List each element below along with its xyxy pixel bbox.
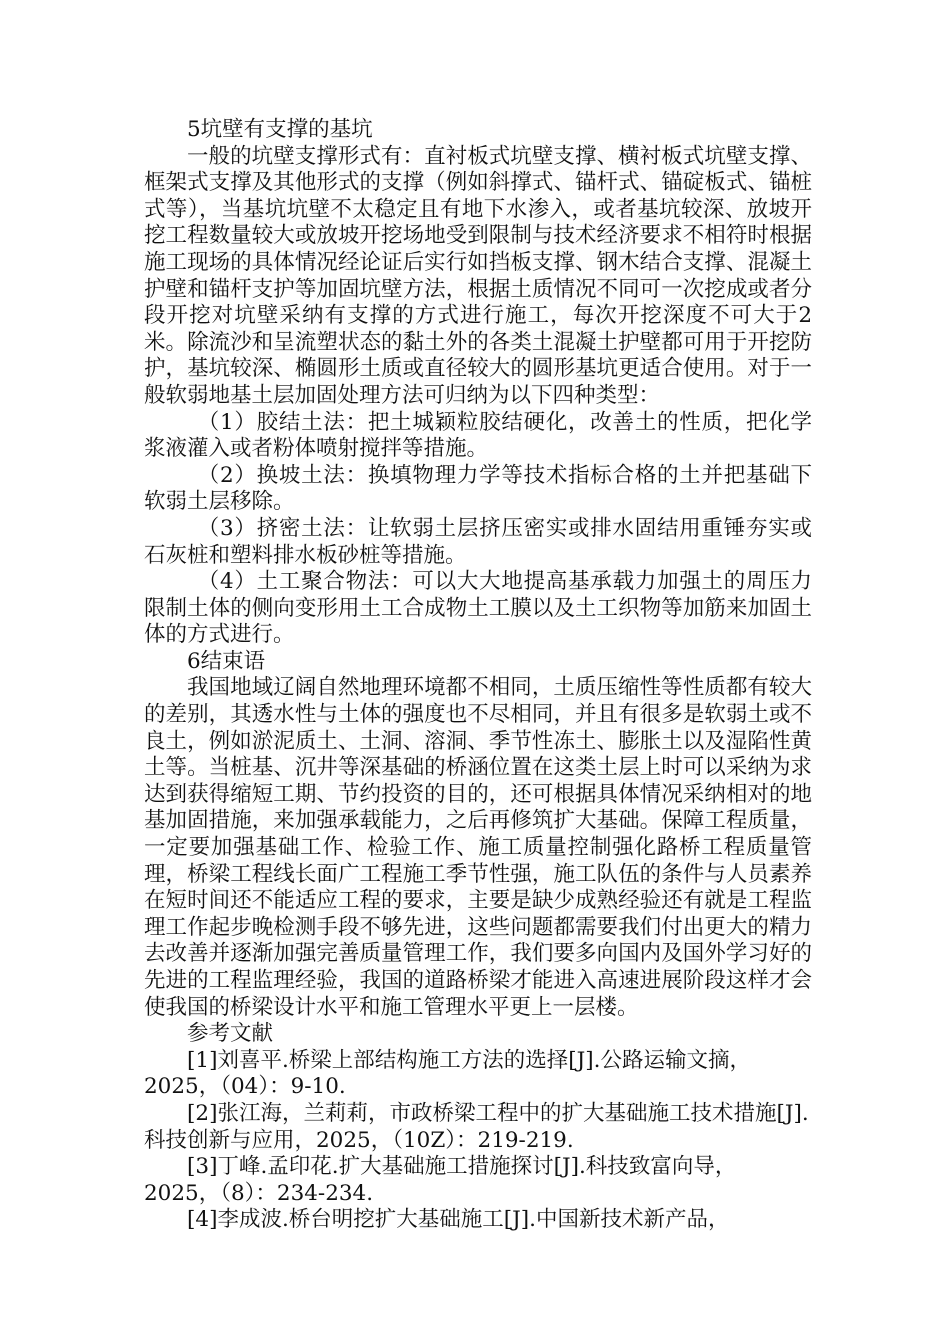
method-item-4: （4）土工聚合物法：可以大大地提高基承载力加强土的周压力限制土体的侧向变形用土工合成物土工膜以及土工织物等加筋来加固土体的方式进行。 xyxy=(144,569,812,648)
method-item-2: （2）换坡土法：换填物理力学等技术指标合格的土并把基础下软弱土层移除。 xyxy=(144,462,812,515)
reference-item-1: [1]刘喜平.桥梁上部结构施工方法的选择[J].公路运输文摘，2025，（04）：9-10. xyxy=(144,1047,752,1100)
method-item-3: （3）挤密土法：让软弱土层挤压密实或排水固结用重锤夯实或石灰桩和塑料排水板砂桩等措施。 xyxy=(144,515,812,568)
method-item-1: （1）胶结土法：把土城颖粒胶结硬化，改善土的性质，把化学浆液灌入或者粉体喷射搅拌等措施。 xyxy=(144,409,812,462)
reference-item-4: [4]李成波.桥台明挖扩大基础施工[J].中国新技术新产品， xyxy=(187,1207,730,1233)
reference-item-2: [2]张江海，兰莉莉，市政桥梁工程中的扩大基础施工技术措施[J].科技创新与应用，2025，（10Z）：219-219. xyxy=(144,1100,809,1153)
references-heading: 参考文献 xyxy=(187,1021,274,1047)
section-6-paragraph: 我国地域辽阔自然地理环境都不相同，土质压缩性等性质都有较大的差别，其透水性与土体的强度也不尽相同，并且有很多是软弱土或不良土，例如淤泥质土、土洞、溶洞、季节性冻土、膨胀土以及湿陷性黄土等。当桩基、沉井等深基础的桥涵位置在这类土层上时可以采纳为求达到获得缩短工期、节约投资的目的，还可根据具体情况采纳相对的地基加固措施，来加强承载能力，之后再修筑扩大基础。保障工程质量，一定要加强基础工作、检验工作、施工质量控制强化路桥工程质量管理，桥梁工程线长面广工程施工季节性强，施工队伍的条件与人员素养在短时间还不能适应工程的要求，主要是缺少成熟经验还有就是工程监理工作起步晚检测手段不够先进，这些问题都需要我们付出更大的精力去改善并逐渐加强完善质量管理工作，我们要多向国内及国外学习好的先进的工程监理经验，我国的道路桥梁才能进入高速进展阶段这样才会使我国的桥梁设计水平和施工管理水平更上一层楼。 xyxy=(144,675,812,1020)
document-page xyxy=(144,117,812,1234)
section-5-paragraph: 一般的坑壁支撑形式有：直衬板式坑壁支撑、横衬板式坑壁支撑、框架式支撑及其他形式的支撑（例如斜撑式、锚杆式、锚碇板式、锚桩式等），当基坑坑壁不太稳定且有地下水渗入，或者基坑较深、放坡开挖工程数量较大或放坡开挖场地受到限制与技术经济要求不相符时根据施工现场的具体情况经论证后实行如挡板支撑、钢木结合支撑、混凝土护壁和锚杆支护等加固坑壁方法，根据土质情况不同可一次挖成或者分段开挖对坑壁采纳有支撑的方式进行施工，每次开挖深度不可大于2米。除流沙和呈流塑状态的黏土外的各类土混凝土护壁都可用于开挖防护，基坑较深、椭圆形土质或直径较大的圆形基坑更适合使用。对于一般软弱地基土层加固处理方法可归纳为以下四种类型： xyxy=(144,143,812,408)
reference-item-3: [3]丁峰.孟印花.扩大基础施工措施探讨[J].科技致富向导，2025，（8）：234-234. xyxy=(144,1154,737,1206)
section-5-heading: 5坑壁有支撑的基坑 xyxy=(187,117,373,142)
section-6-heading: 6结束语 xyxy=(187,648,266,674)
